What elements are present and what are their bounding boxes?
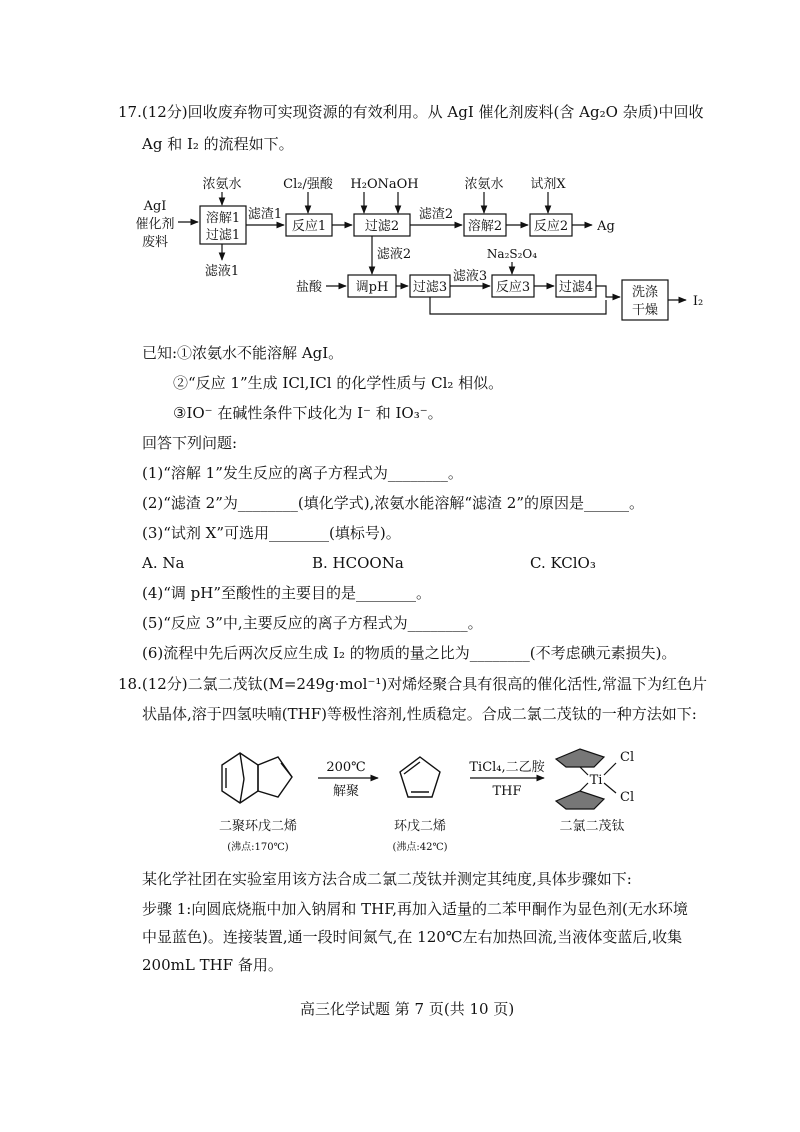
flow-product-ag: Ag <box>597 219 615 234</box>
titanocene-dichloride-structure <box>556 749 616 809</box>
name-titanocene-dichloride: 二氯二茂钛 <box>559 819 625 834</box>
arrow2-condition-bottom: THF <box>492 784 522 799</box>
q17-sub1: (1)“溶解 1”发生反应的离子方程式为________。 <box>142 464 463 482</box>
flow-reagent-hcl: 盐酸 <box>295 280 323 295</box>
known-2: ②“反应 1”生成 ICl,ICl 的化学性质与 Cl₂ 相似。 <box>173 374 504 392</box>
flow-box-wash-label: 洗涤 <box>631 285 659 300</box>
flow-box-dry-label: 干燥 <box>631 303 659 318</box>
q17-heading: 17.(12分)回收废弃物可实现资源的有效利用。从 AgI 催化剂废料(含 Ag₂O 杂质)中回收 <box>118 103 704 121</box>
flow-box-react3-label: 反应3 <box>495 280 531 295</box>
flow-product-i2: I₂ <box>692 294 704 309</box>
q18-step1-line3: 200mL THF 备用。 <box>142 956 283 974</box>
flow-box-filter3-label: 过滤3 <box>412 280 448 295</box>
ti-label: Ti <box>589 773 603 788</box>
flow-box-filter4-label: 过滤4 <box>558 280 594 295</box>
flow-filtrate1: 滤液1 <box>204 264 240 279</box>
answer-prompt: 回答下列问题: <box>142 434 238 452</box>
flow-residue2: 滤渣2 <box>418 207 454 222</box>
flow-box-react2-label: 反应2 <box>533 219 569 234</box>
arrow1-condition-bottom: 解聚 <box>332 784 360 799</box>
dicyclopentadiene-structure <box>222 753 292 803</box>
arrow2-condition-top: TiCl₄,二乙胺 <box>469 760 545 775</box>
q17-sub6: (6)流程中先后两次反应生成 I₂ 的物质的量之比为________(不考虑碘元素损失)。 <box>142 644 677 662</box>
flow-residue1: 滤渣1 <box>247 207 283 222</box>
q17-sub4: (4)“调 pH”至酸性的主要目的是________。 <box>142 584 432 602</box>
flow-box-react1-label: 反应1 <box>291 219 327 234</box>
q17-sub5: (5)“反应 3”中,主要反应的离子方程式为________。 <box>142 614 483 632</box>
q18-step1-line1: 步骤 1:向圆底烧瓶中加入钠屑和 THF,再加入适量的二苯甲酮作为显色剂(无水环境 <box>142 900 688 918</box>
flow-reagent-na2s2o4: Na₂S₂O₄ <box>486 247 538 261</box>
flow-input-agi: AgI <box>143 199 167 214</box>
flow-input-catalyst: 催化剂 <box>135 217 175 232</box>
bp-cyclopentadiene: (沸点:42℃) <box>392 842 448 853</box>
flow-reagent-naoh: NaOH <box>377 177 419 192</box>
cl-label-top: Cl <box>620 750 635 765</box>
flow-box-ph-label: 调pH <box>355 280 389 295</box>
q17-sub2: (2)“滤渣 2”为________(填化学式),浓氨水能溶解“滤渣 2”的原因是______。 <box>142 494 645 512</box>
cl-label-bottom: Cl <box>620 790 635 805</box>
flow-filtrate2: 滤液2 <box>376 247 412 262</box>
name-dicyclopentadiene: 二聚环戊二烯 <box>218 819 298 834</box>
flow-reagent-nh3-b: 浓氨水 <box>464 177 504 192</box>
known-1: 已知:①浓氨水不能溶解 AgI。 <box>142 344 344 362</box>
flow-box-dissolve1-label: 溶解1 <box>205 211 241 226</box>
flow-box-dissolve2-label: 溶解2 <box>467 219 503 234</box>
flow-box-filter1-label: 过滤1 <box>205 228 241 243</box>
q18-step1-line2: 中显蓝色)。连接装置,通一段时间氮气,在 120℃左右加热回流,当液体变蓝后,收集 <box>142 928 683 946</box>
flow-filtrate3: 滤液3 <box>452 269 488 284</box>
flow-reagent-nh3-a: 浓氨水 <box>202 177 242 192</box>
q18-heading: 18.(12分)二氯二茂钛(M=249g·mol⁻¹)对烯烃聚合具有很高的催化活性,常温下为红色片 <box>118 675 708 693</box>
q17-option-b: B. HCOONa <box>312 554 404 572</box>
q17-option-c: C. KClO₃ <box>530 554 596 572</box>
flow-reagent-cl2: Cl₂/强酸 <box>283 177 333 192</box>
q18-reaction-scheme <box>0 735 800 865</box>
q18-paragraph: 某化学社团在实验室用该方法合成二氯二茂钛并测定其纯度,具体步骤如下: <box>142 870 632 888</box>
q17-sub3: (3)“试剂 X”可选用________(填标号)。 <box>142 524 401 542</box>
known-3: ③IO⁻ 在碱性条件下歧化为 I⁻ 和 IO₃⁻。 <box>173 404 443 422</box>
flow-input-waste: 废料 <box>141 235 169 250</box>
name-cyclopentadiene: 环戊二烯 <box>393 819 447 834</box>
q17-heading-line2: Ag 和 I₂ 的流程如下。 <box>142 135 294 153</box>
q18-heading-line2: 状晶体,溶于四氢呋喃(THF)等极性溶剂,性质稳定。合成二氯二茂钛的一种方法如下: <box>142 705 697 723</box>
q17-flowchart <box>0 160 800 330</box>
cyclopentadiene-structure <box>400 757 440 797</box>
flow-box-filter2-label: 过滤2 <box>364 219 400 234</box>
flow-reagent-x: 试剂X <box>530 177 566 192</box>
arrow1-condition-top: 200℃ <box>326 760 366 775</box>
bp-dicyclopentadiene: (沸点:170℃) <box>227 842 289 853</box>
page-footer: 高三化学试题 第 7 页(共 10 页) <box>300 1000 515 1018</box>
q17-option-a: A. Na <box>142 554 185 572</box>
flow-reagent-h2o: H₂O <box>350 177 378 192</box>
